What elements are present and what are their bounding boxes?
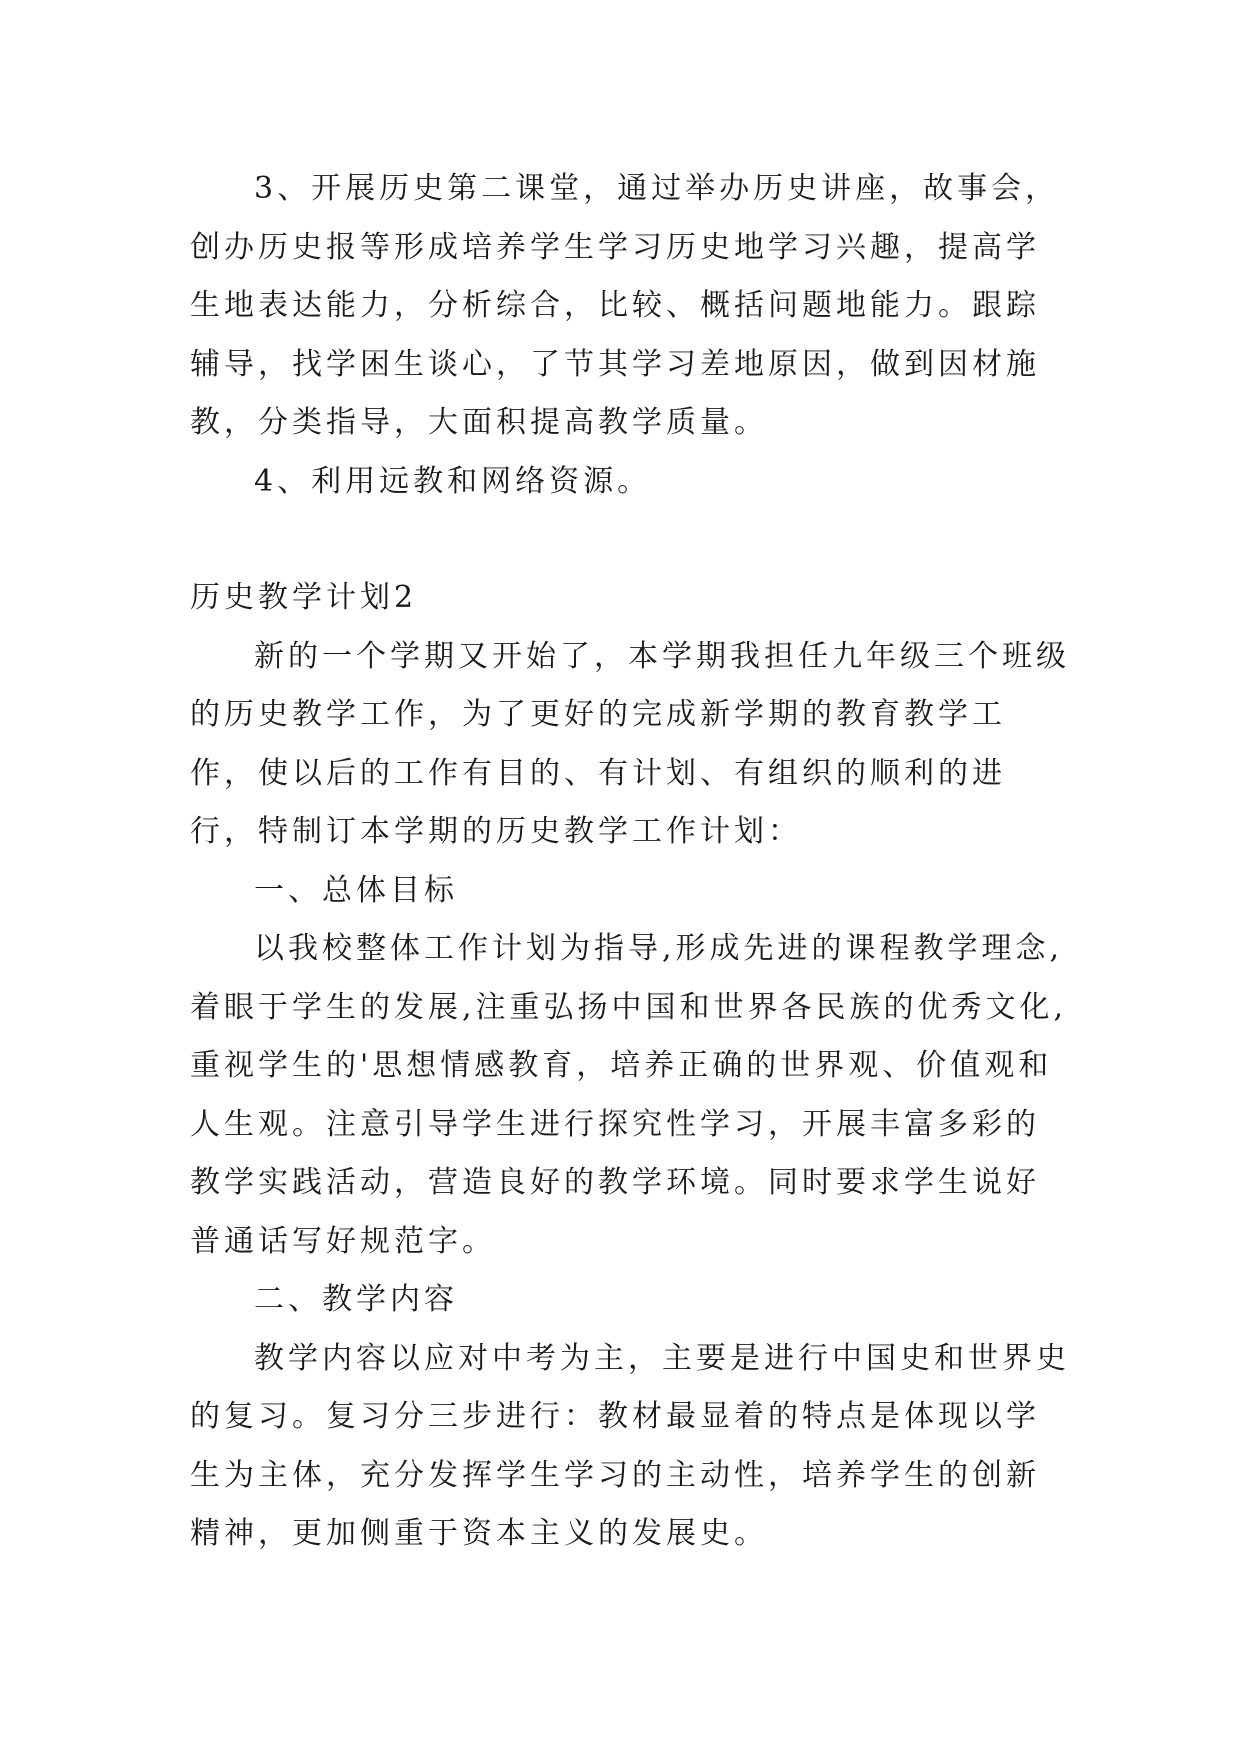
section-gap bbox=[190, 511, 1070, 569]
section-title: 历史教学计划2 bbox=[190, 580, 418, 615]
paragraph-teaching-content: 教学内容以应对中考为主，主要是进行中国史和世界史的复习。复习分三步进行：教材最显着的特点是体现以学生为主体，充分发挥学生学习的主动性，培养学生的创新精神，更加侧重于资本主义的发展史。 bbox=[190, 1340, 1070, 1551]
paragraph-intro: 新的一个学期又开始了，本学期我担任九年级三个班级的历史教学工作，为了更好的完成新学期的教育教学工作，使以后的工作有目的、有计划、有组织的顺利的进行，特制订本学期的历史教学工作计划： bbox=[190, 638, 1070, 849]
paragraph-extracurricular: 3、开展历史第二课堂，通过举办历史讲座，故事会，创办历史报等形成培养学生学习历史地学习兴趣，提高学生地表达能力，分析综合，比较、概括问题地能力。跟踪辅导，找学困生谈心，了节其学习差地原因，做到因材施教，分类指导，大面积提高教学质量。 bbox=[190, 171, 1060, 440]
paragraph-resources: 4、利用远教和网络资源。 bbox=[254, 463, 652, 499]
heading-teaching-content: 二、教学内容 bbox=[254, 1282, 458, 1317]
document-body bbox=[190, 160, 1070, 1564]
heading-overall-goals: 一、总体目标 bbox=[254, 872, 458, 908]
paragraph-overall-goals: 以我校整体工作计划为指导,形成先进的课程教学理念,着眼于学生的发展,注重弘扬中国和世界各民族的优秀文化,重视学生的'思想情感教育，培养正确的世界观、价值观和人生观。注意引导学生进行探究性学习，开展丰富多彩的教学实践活动，营造良好的教学环境。同时要求学生说好普通话写好规范字。 bbox=[190, 931, 1068, 1259]
